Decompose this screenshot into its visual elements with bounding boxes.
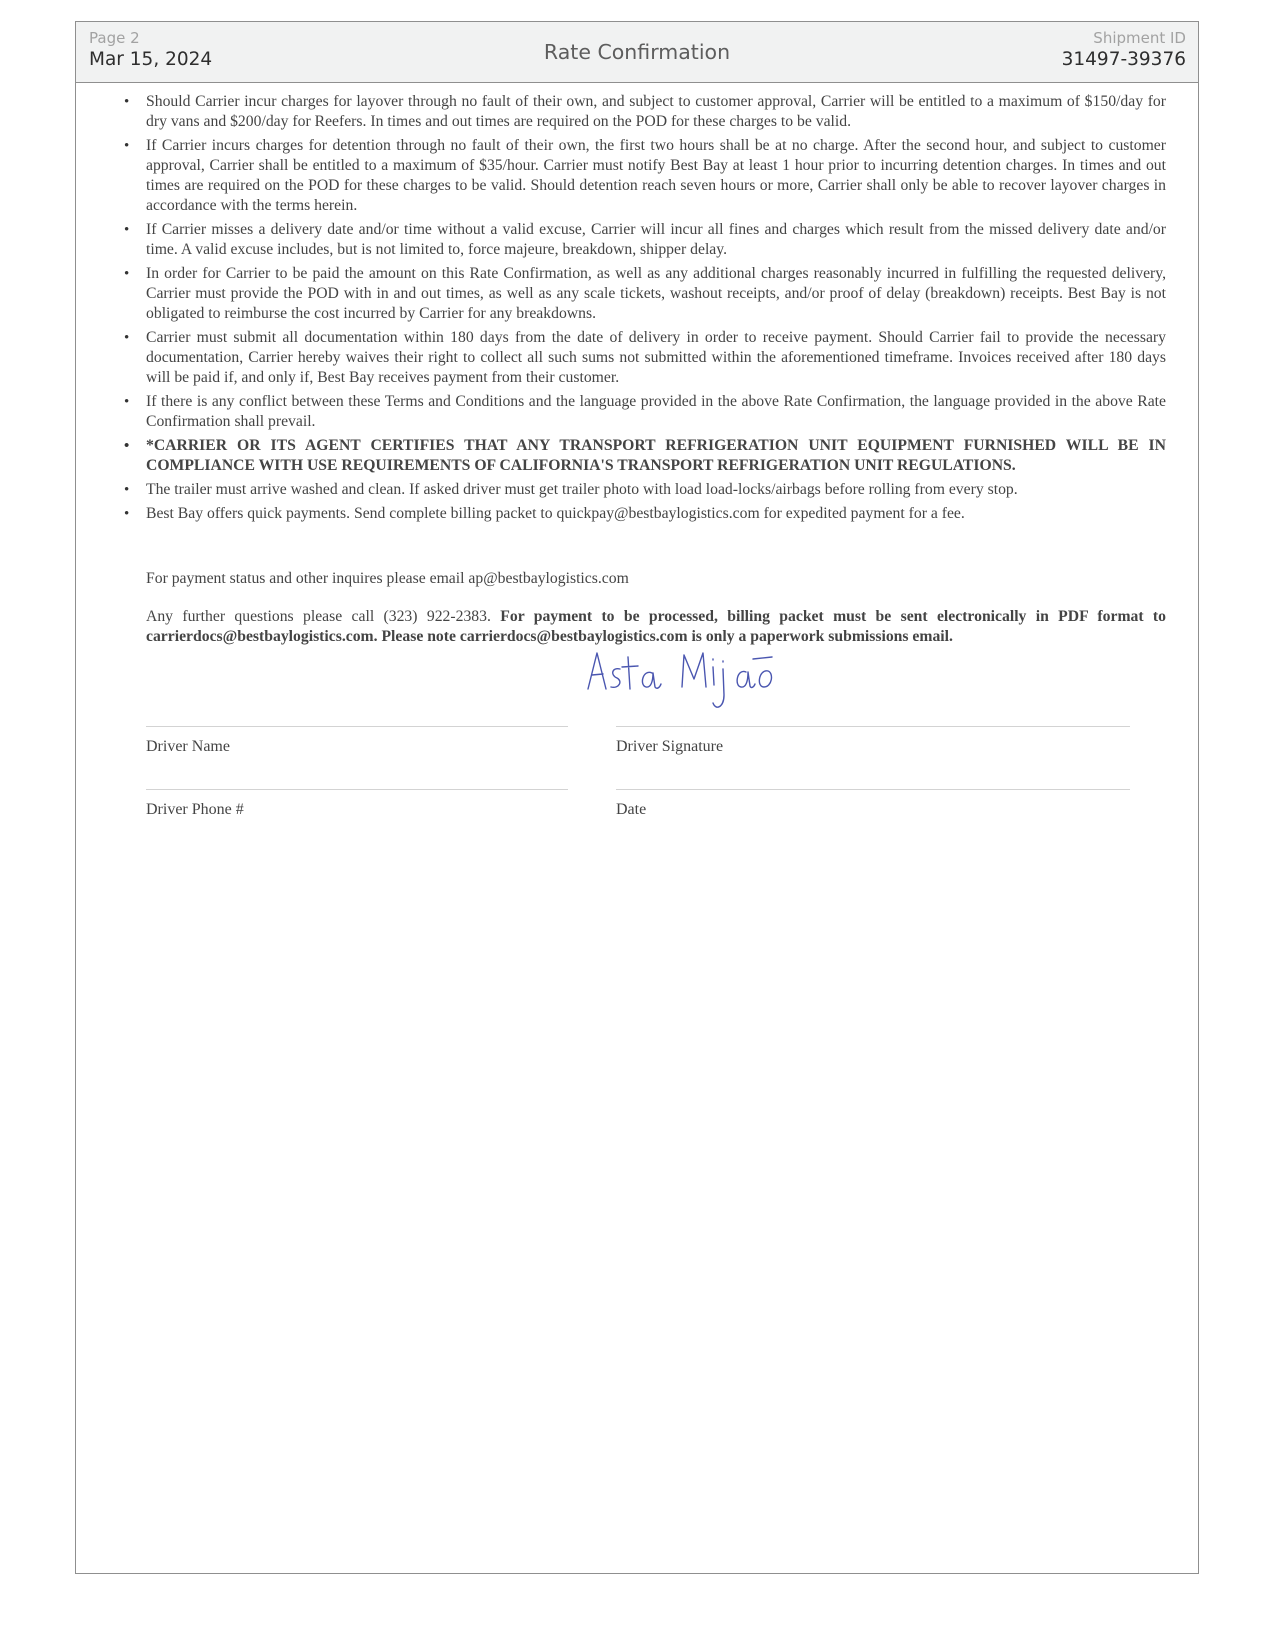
questions-intro: Any further questions please call (323) 922-2383. bbox=[146, 608, 491, 625]
bullet-icon: • bbox=[124, 506, 130, 522]
term-item bbox=[76, 392, 1166, 432]
term-text: If Carrier misses a delivery date and/or time without a valid excuse, Carrier will incur all fines and charges which result from the missed delivery date and/or time. A valid excuse includes, but is not limited to, force majeure, breakdown, shipper delay. bbox=[146, 221, 1166, 258]
term-text: If Carrier incurs charges for detention through no fault of their own, the first two hours shall be at no charge. After the second hour, and subject to customer approval, Carrier shall be entitled to a maximum of $35/hour. Carrier must notify Best Bay at least 1 hour prior to incurring detention charges. In times and out times are required on the POD for these charges to be valid. Should detention reach seven hours or more, Carrier shall only be able to recover layover charges in accordance with the terms herein. bbox=[146, 137, 1166, 214]
bullet-icon: • bbox=[124, 394, 130, 410]
bullet-icon: • bbox=[124, 222, 130, 238]
term-item bbox=[76, 136, 1166, 216]
billing-instructions: For payment to be processed, billing packet must be sent electronically in PDF format to carrierdocs@bestbaylogistics.com. Please note carrierdocs@bestbaylogistics.com is only a paperwork submissions email. bbox=[146, 608, 1167, 645]
term-item bbox=[76, 264, 1166, 324]
bullet-icon: • bbox=[124, 94, 130, 110]
document-page bbox=[75, 21, 1199, 1574]
term-text: In order for Carrier to be paid the amount on this Rate Confirmation, as well as any additional charges reasonably incurred in fulfilling the requested delivery, Carrier must provide the POD with in and out times, as well as any scale tickets, washout receipts, and/or proof of delay (breakdown) receipts. Best Bay is not obligated to reimburse the cost incurred by Carrier for any breakdowns. bbox=[146, 265, 1166, 322]
term-item-certification bbox=[76, 436, 1166, 476]
term-text: *CARRIER OR ITS AGENT CERTIFIES THAT ANY TRANSPORT REFRIGERATION UNIT EQUIPMENT FURNISHED WILL BE IN COMPLIANCE WITH USE REQUIREMENTS OF CALIFORNIA'S TRANSPORT REFRIGERATION UNIT REGULATIONS. bbox=[146, 437, 1166, 474]
terms-list bbox=[76, 92, 1166, 528]
term-item bbox=[76, 92, 1166, 132]
questions-note bbox=[146, 607, 1166, 647]
payment-status-note: For payment status and other inquires please email ap@bestbaylogistics.com bbox=[146, 570, 629, 587]
term-item bbox=[76, 480, 1166, 500]
driver-signature-line[interactable] bbox=[616, 726, 1130, 727]
bullet-icon: • bbox=[124, 482, 130, 498]
page-header bbox=[76, 22, 1198, 83]
driver-name-label: Driver Name bbox=[146, 738, 230, 755]
date-line[interactable] bbox=[616, 789, 1130, 790]
document-date: Mar 15, 2024 bbox=[89, 49, 213, 70]
term-text: If there is any conflict between these Terms and Conditions and the language provided in the above Rate Confirmation, the language provided in the above Rate Confirmation shall prevail. bbox=[146, 393, 1166, 430]
term-text: Carrier must submit all documentation within 180 days from the date of delivery in order to receive payment. Should Carrier fail to provide the necessary documentation, Carrier hereby waives their right to collect all such sums not submitted within the aforementioned timeframe. Invoices received after 180 days will be paid if, and only if, Best Bay receives payment from their customer. bbox=[146, 329, 1166, 386]
shipment-id: 31497-39376 bbox=[1061, 49, 1186, 70]
term-item bbox=[76, 328, 1166, 388]
term-item bbox=[76, 220, 1166, 260]
date-label: Date bbox=[616, 801, 647, 818]
term-text: The trailer must arrive washed and clean. If asked driver must get trailer photo with load load-locks/airbags before rolling from every stop. bbox=[146, 481, 1018, 498]
driver-signature-image bbox=[586, 647, 776, 717]
driver-name-line[interactable] bbox=[146, 726, 568, 727]
driver-phone-label: Driver Phone # bbox=[146, 801, 244, 818]
document-title: Rate Confirmation bbox=[543, 40, 731, 64]
page-number: Page 2 bbox=[89, 29, 140, 47]
driver-phone-line[interactable] bbox=[146, 789, 568, 790]
driver-signature-label: Driver Signature bbox=[616, 738, 724, 755]
term-text: Should Carrier incur charges for layover through no fault of their own, and subject to customer approval, Carrier will be entitled to a maximum of $150/day for dry vans and $200/day for Reefers. In times and out times are required on the POD for these charges to be valid. bbox=[146, 93, 1166, 130]
bullet-icon: • bbox=[124, 266, 130, 282]
term-item bbox=[76, 504, 1166, 524]
header-right bbox=[1062, 29, 1186, 73]
bullet-icon: • bbox=[124, 330, 130, 346]
bullet-icon: • bbox=[124, 438, 130, 454]
term-text: Best Bay offers quick payments. Send complete billing packet to quickpay@bestbaylogistics.com for expedited payment for a fee. bbox=[146, 505, 965, 522]
shipment-id-label: Shipment ID bbox=[1093, 29, 1186, 47]
bullet-icon: • bbox=[124, 138, 130, 154]
